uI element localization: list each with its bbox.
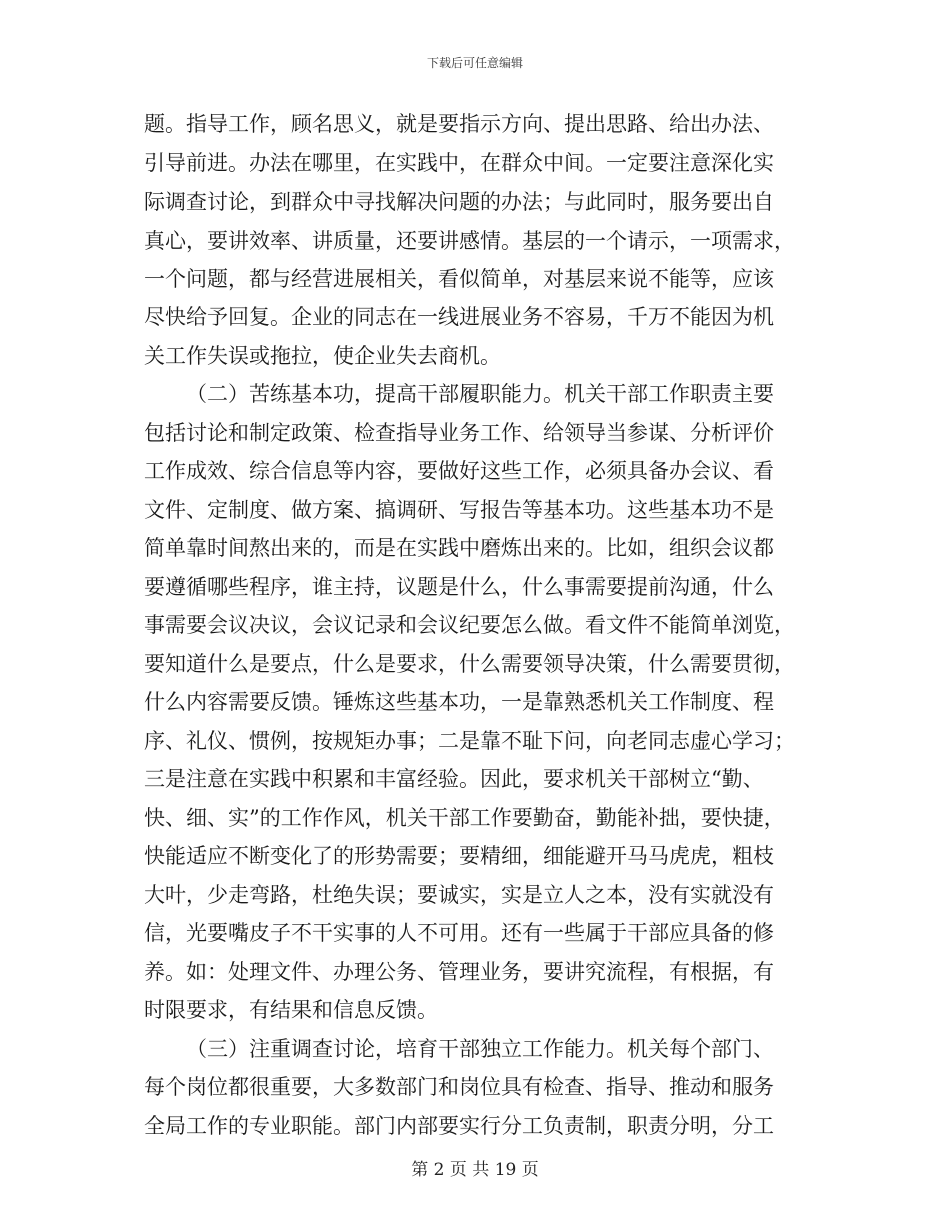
text-line: [0, 148, 950, 178]
text-line-content: 信，光要嘴皮子不干实事的人不可用。还有一些属于干部应具备的修: [144, 921, 774, 945]
text-line-content: 大叶，少走弯路，杜绝失误；要诚实，实是立人之本，没有实就没有: [144, 883, 774, 907]
text-line: [0, 1072, 950, 1102]
page-header: 下载后可任意编辑: [426, 56, 523, 70]
text-line-content: 要遵循哪些程序，谁主持，议题是什么，什么事需要提前沟通，什么: [144, 575, 774, 599]
text-line-content: 快、细、实”的工作作风，机关干部工作要勤奋，勤能补拙，要快捷，: [144, 806, 785, 830]
text-line: [0, 109, 950, 139]
text-line: [0, 880, 950, 910]
text-line-content: 三是注意在实践中积累和丰富经验。因此，要求机关干部树立“勤、: [144, 767, 764, 791]
text-line: [0, 187, 950, 217]
text-line: [0, 302, 950, 332]
text-line-content: 尽快给予回复。企业的同志在一线进展业务不容易，千万不能因为机: [144, 305, 774, 329]
text-line: [0, 341, 950, 371]
text-line: [0, 495, 950, 525]
paragraph-start-line: [0, 379, 950, 409]
text-line: [0, 957, 950, 987]
text-line: [0, 533, 950, 563]
text-line: [0, 264, 950, 294]
text-line-content: 包括讨论和制定政策、检查指导业务工作、给领导当参谋、分析评价: [144, 421, 774, 445]
text-line-content: （三）注重调查讨论，培育干部独立工作能力。机关每个部门、: [186, 1037, 774, 1061]
text-line: [0, 649, 950, 679]
text-line-content: 要知道什么是要点，什么是要求，什么需要领导决策，什么需要贯彻，: [144, 652, 795, 676]
text-line-content: 时限要求，有结果和信息反馈。: [144, 998, 438, 1022]
text-line: [0, 418, 950, 448]
text-line-content: 简单靠时间熬出来的，而是在实践中磨炼出来的。比如，组织会议都: [144, 536, 774, 560]
text-line-content: 事需要会议决议，会议记录和会议纪要怎么做。看文件不能简单浏览，: [144, 613, 795, 637]
text-line-content: 养。如：处理文件、办理公务、管理业务，要讲究流程，有根据，有: [144, 960, 774, 984]
text-line-content: 全局工作的专业职能。部门内部要实行分工负责制，职责分明，分工: [144, 1114, 774, 1138]
text-line-content: （二）苦练基本功，提高干部履职能力。机关干部工作职责主要: [186, 382, 774, 406]
text-line-content: 际调查讨论，到群众中寻找解决问题的办法；与此同时，服务要出自: [144, 190, 774, 214]
text-line-content: 引导前进。办法在哪里，在实践中，在群众中间。一定要注意深化实: [144, 151, 774, 175]
text-line-content: 一个问题，都与经营进展相关，看似简单，对基层来说不能等，应该: [144, 267, 774, 291]
text-line: [0, 764, 950, 794]
text-line: [0, 803, 950, 833]
text-line: [0, 226, 950, 256]
text-line-content: 什么内容需要反馈。锤炼这些基本功，一是靠熟悉机关工作制度、程: [144, 690, 774, 714]
text-line-content: 真心，要讲效率、讲质量，还要讲感情。基层的一个请示，一项需求，: [144, 229, 795, 253]
text-line-content: 快能适应不断变化了的形势需要；要精细，细能避开马马虎虎，粗枝: [144, 844, 774, 868]
text-line-content: 每个岗位都很重要，大多数部门和岗位具有检查、指导、推动和服务: [144, 1075, 774, 1099]
text-line: [0, 918, 950, 948]
text-line: [0, 726, 950, 756]
text-line: [0, 572, 950, 602]
text-line-content: 题。指导工作，顾名思义，就是要指示方向、提出思路、给出办法、: [144, 112, 774, 136]
page-footer: 第 2 页 共 19 页: [411, 1160, 539, 1180]
text-line: [0, 456, 950, 486]
text-line: [0, 687, 950, 717]
text-line-content: 工作成效、综合信息等内容，要做好这些工作，必须具备办会议、看: [144, 459, 774, 483]
text-line: [0, 995, 950, 1025]
text-line: [0, 610, 950, 640]
text-line: [0, 1111, 950, 1141]
text-line-content: 关工作失误或拖拉，使企业失去商机。: [144, 344, 501, 368]
text-line: [0, 841, 950, 871]
text-line-content: 序、礼仪、惯例，按规矩办事；二是靠不耻下问，向老同志虚心学习；: [144, 729, 795, 753]
text-line-content: 文件、定制度、做方案、搞调研、写报告等基本功。这些基本功不是: [144, 498, 774, 522]
paragraph-start-line: [0, 1034, 950, 1064]
